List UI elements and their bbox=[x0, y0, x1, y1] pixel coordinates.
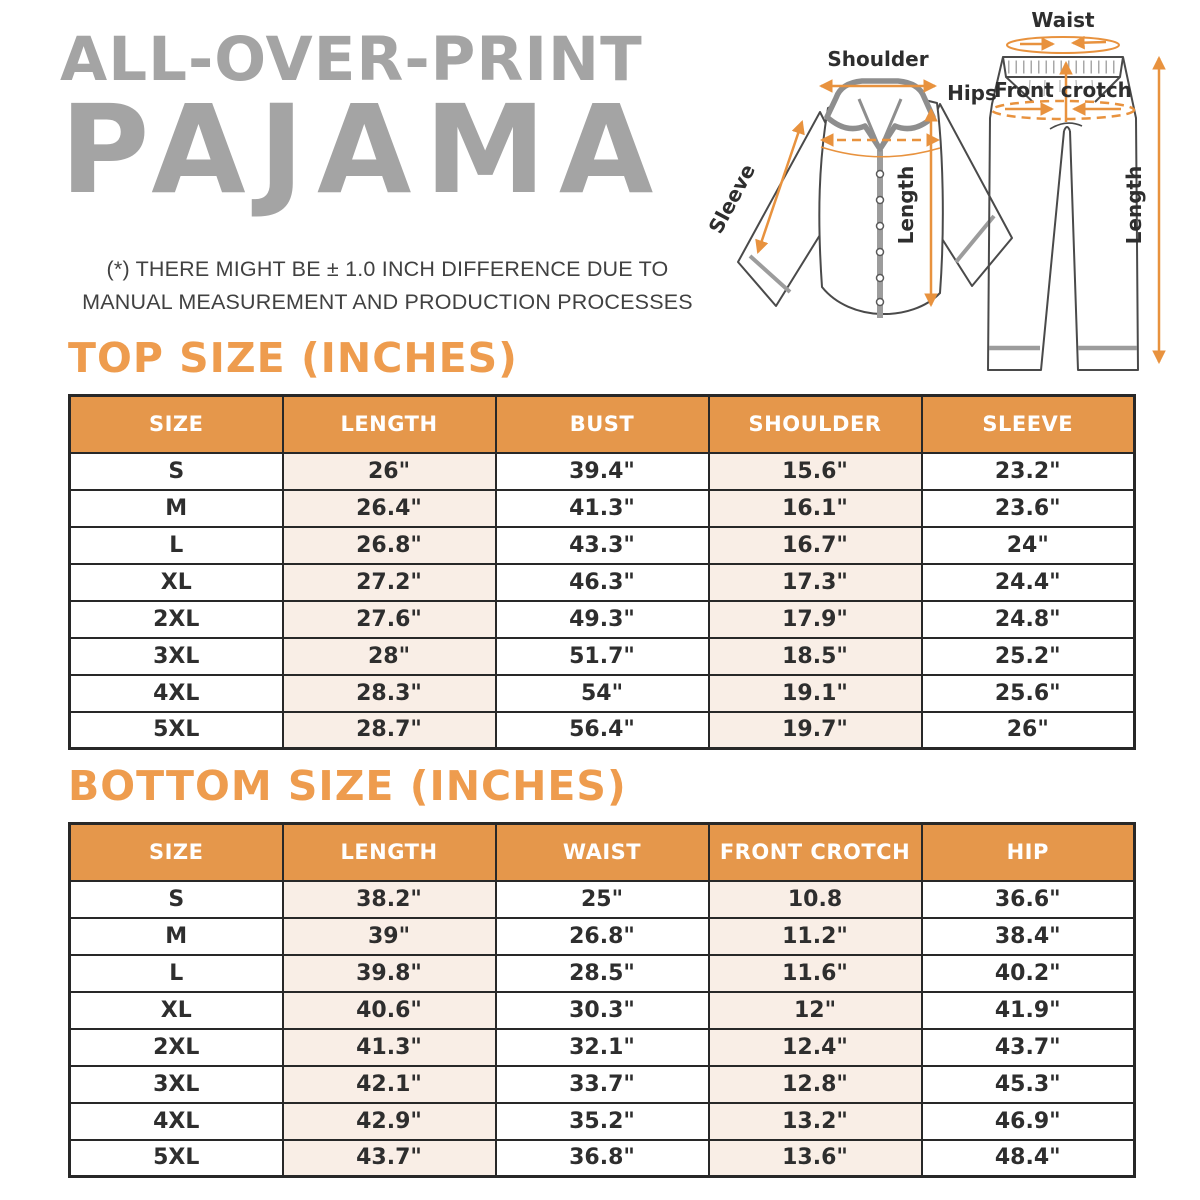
table-row bbox=[70, 638, 1135, 675]
table-row bbox=[70, 881, 1135, 918]
column-header: HIP bbox=[922, 824, 1135, 881]
measurement-disclaimer bbox=[55, 253, 720, 320]
value-cell: 28.5" bbox=[496, 955, 709, 992]
top-table-header-row bbox=[70, 396, 1135, 453]
page-title bbox=[60, 24, 720, 222]
waist-arrow bbox=[1007, 37, 1119, 53]
value-cell: 27.6" bbox=[283, 601, 496, 638]
value-cell: 28.7" bbox=[283, 712, 496, 749]
value-cell: 16.7" bbox=[709, 527, 922, 564]
value-cell: 38.2" bbox=[283, 881, 496, 918]
table-row bbox=[70, 1066, 1135, 1103]
value-cell: 23.6" bbox=[922, 490, 1135, 527]
value-cell: 11.6" bbox=[709, 955, 922, 992]
value-cell: 42.9" bbox=[283, 1103, 496, 1140]
value-cell: 13.6" bbox=[709, 1140, 922, 1177]
column-header: LENGTH bbox=[283, 396, 496, 453]
sleeve-label: Sleeve bbox=[703, 159, 761, 238]
value-cell: 11.2" bbox=[709, 918, 922, 955]
column-header: SIZE bbox=[70, 824, 283, 881]
value-cell: 13.2" bbox=[709, 1103, 922, 1140]
value-cell: 26.8" bbox=[283, 527, 496, 564]
size-cell: 3XL bbox=[70, 638, 283, 675]
value-cell: 39" bbox=[283, 918, 496, 955]
column-header: SIZE bbox=[70, 396, 283, 453]
value-cell: 32.1" bbox=[496, 1029, 709, 1066]
value-cell: 30.3" bbox=[496, 992, 709, 1029]
column-header: WAIST bbox=[496, 824, 709, 881]
value-cell: 26" bbox=[922, 712, 1135, 749]
disclaimer-line-2: MANUAL MEASUREMENT AND PRODUCTION PROCESSES bbox=[82, 290, 693, 315]
value-cell: 18.5" bbox=[709, 638, 922, 675]
value-cell: 15.6" bbox=[709, 453, 922, 490]
value-cell: 23.2" bbox=[922, 453, 1135, 490]
size-cell: M bbox=[70, 490, 283, 527]
table-row bbox=[70, 712, 1135, 749]
table-row bbox=[70, 992, 1135, 1029]
value-cell: 25.6" bbox=[922, 675, 1135, 712]
size-cell: L bbox=[70, 955, 283, 992]
value-cell: 12" bbox=[709, 992, 922, 1029]
value-cell: 12.8" bbox=[709, 1066, 922, 1103]
value-cell: 41.3" bbox=[496, 490, 709, 527]
title-line-2: PAJAMA bbox=[60, 79, 667, 222]
value-cell: 24" bbox=[922, 527, 1135, 564]
column-header: LENGTH bbox=[283, 824, 496, 881]
size-cell: S bbox=[70, 453, 283, 490]
size-cell: 4XL bbox=[70, 675, 283, 712]
value-cell: 39.4" bbox=[496, 453, 709, 490]
value-cell: 26" bbox=[283, 453, 496, 490]
top-length-label: Length bbox=[894, 165, 918, 245]
title-line-1: ALL-OVER-PRINT bbox=[60, 24, 643, 95]
disclaimer-line-1: (*) THERE MIGHT BE ± 1.0 INCH DIFFERENCE DUE TO bbox=[106, 257, 669, 281]
value-cell: 28" bbox=[283, 638, 496, 675]
value-cell: 45.3" bbox=[922, 1066, 1135, 1103]
hips-arrow bbox=[992, 101, 1134, 119]
value-cell: 41.9" bbox=[922, 992, 1135, 1029]
value-cell: 46.9" bbox=[922, 1103, 1135, 1140]
value-cell: 17.9" bbox=[709, 601, 922, 638]
value-cell: 36.8" bbox=[496, 1140, 709, 1177]
pajama-diagram-svg bbox=[700, 0, 1195, 395]
column-header: SLEEVE bbox=[922, 396, 1135, 453]
value-cell: 25.2" bbox=[922, 638, 1135, 675]
size-cell: 3XL bbox=[70, 1066, 283, 1103]
value-cell: 46.3" bbox=[496, 564, 709, 601]
value-cell: 54" bbox=[496, 675, 709, 712]
size-cell: L bbox=[70, 527, 283, 564]
size-cell: 4XL bbox=[70, 1103, 283, 1140]
table-row bbox=[70, 527, 1135, 564]
table-row bbox=[70, 1029, 1135, 1066]
bottom-size-heading: BOTTOM SIZE (INCHES) bbox=[68, 762, 627, 810]
shoulder-label: Shoulder bbox=[827, 47, 929, 71]
value-cell: 26.4" bbox=[283, 490, 496, 527]
value-cell: 42.1" bbox=[283, 1066, 496, 1103]
value-cell: 38.4" bbox=[922, 918, 1135, 955]
bottom-size-table bbox=[68, 822, 1136, 1178]
value-cell: 40.2" bbox=[922, 955, 1135, 992]
value-cell: 35.2" bbox=[496, 1103, 709, 1140]
table-row bbox=[70, 601, 1135, 638]
value-cell: 51.7" bbox=[496, 638, 709, 675]
value-cell: 33.7" bbox=[496, 1066, 709, 1103]
table-row bbox=[70, 1140, 1135, 1177]
value-cell: 26.8" bbox=[496, 918, 709, 955]
value-cell: 48.4" bbox=[922, 1140, 1135, 1177]
size-cell: XL bbox=[70, 992, 283, 1029]
value-cell: 19.1" bbox=[709, 675, 922, 712]
waist-label: Waist bbox=[1031, 8, 1095, 32]
top-size-table bbox=[68, 394, 1136, 750]
size-cell: 2XL bbox=[70, 1029, 283, 1066]
value-cell: 43.7" bbox=[922, 1029, 1135, 1066]
value-cell: 40.6" bbox=[283, 992, 496, 1029]
pajama-top-illustration bbox=[738, 81, 1012, 318]
value-cell: 49.3" bbox=[496, 601, 709, 638]
pajama-measurement-diagram bbox=[700, 0, 1195, 395]
value-cell: 10.8 bbox=[709, 881, 922, 918]
table-row bbox=[70, 1103, 1135, 1140]
value-cell: 43.3" bbox=[496, 527, 709, 564]
value-cell: 56.4" bbox=[496, 712, 709, 749]
value-cell: 12.4" bbox=[709, 1029, 922, 1066]
value-cell: 43.7" bbox=[283, 1140, 496, 1177]
value-cell: 16.1" bbox=[709, 490, 922, 527]
value-cell: 17.3" bbox=[709, 564, 922, 601]
size-cell: XL bbox=[70, 564, 283, 601]
value-cell: 24.4" bbox=[922, 564, 1135, 601]
table-row bbox=[70, 675, 1135, 712]
value-cell: 39.8" bbox=[283, 955, 496, 992]
value-cell: 27.2" bbox=[283, 564, 496, 601]
size-cell: S bbox=[70, 881, 283, 918]
size-cell: 2XL bbox=[70, 601, 283, 638]
column-header: FRONT CROTCH bbox=[709, 824, 922, 881]
size-cell: M bbox=[70, 918, 283, 955]
column-header: SHOULDER bbox=[709, 396, 922, 453]
value-cell: 36.6" bbox=[922, 881, 1135, 918]
bottom-table-header-row bbox=[70, 824, 1135, 881]
column-header: BUST bbox=[496, 396, 709, 453]
value-cell: 28.3" bbox=[283, 675, 496, 712]
value-cell: 25" bbox=[496, 881, 709, 918]
size-cell: 5XL bbox=[70, 712, 283, 749]
size-cell: 5XL bbox=[70, 1140, 283, 1177]
table-row bbox=[70, 955, 1135, 992]
top-size-heading: TOP SIZE (INCHES) bbox=[68, 334, 518, 382]
table-row bbox=[70, 918, 1135, 955]
value-cell: 41.3" bbox=[283, 1029, 496, 1066]
value-cell: 24.8" bbox=[922, 601, 1135, 638]
table-row bbox=[70, 490, 1135, 527]
bottom-length-label: Length bbox=[1122, 165, 1146, 245]
table-row bbox=[70, 453, 1135, 490]
hips-label: Hips bbox=[947, 81, 997, 105]
front-crotch-label: Front crotch bbox=[994, 78, 1132, 102]
value-cell: 19.7" bbox=[709, 712, 922, 749]
table-row bbox=[70, 564, 1135, 601]
